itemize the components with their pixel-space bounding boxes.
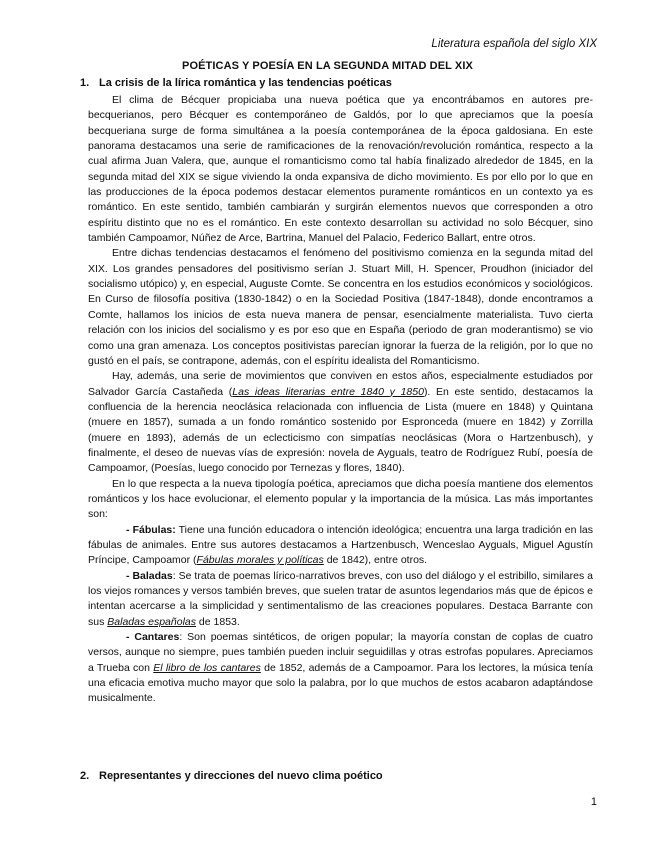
fabulas-text-a: Tiene una función educadora o intención ideológica; encuentra una larga tradición en las fábulas de animales. Entre sus autores destacamos a Hartzenbusch, Wenceslao Ayguals, Miguel Agustín Príncipe, Campoamor ( [88, 523, 593, 567]
book-title-ideas-literarias: Las ideas literarias entre 1840 y 1850 [232, 385, 424, 398]
section-1-heading [80, 77, 392, 89]
list-item-fabulas [88, 523, 593, 569]
book-title-cantares: El libro de los cantares [153, 661, 261, 674]
paragraph-positivismo: Entre dichas tendencias destacamos el fenómeno del positivismo comienza en la segunda mitad del XIX. Los grandes pensadores del positivismo serían J. Stuart Mill, H. Spencer, Proudhon (iniciador del socialismo utópico) y, en especial, Auguste Comte. Se concentra en los estudios económicos y sociológicos. En Curso de filosofía positiva (1830-1842) o en la Sociedad Positiva (1847-1848), donde encontramos a Comte, hallamos los inicios de esta nueva manera de pensar, esencialmente materialista. Tuvo cierta relación con los inicios del socialismo y es por eso que en España (periodo de gran moderantismo) se vio como una gran amenaza. Los conceptos positivistas parecían ignorar la fuerza de la religión, por lo que no gustó en el país, se contrapone, además, con el espíritu idealista del Romanticismo. [88, 247, 593, 367]
paragraph-movimientos-text-b: ). En este sentido, destacamos la confluencia de la herencia neoclásica relacionada con influencia de Lista (muere en 1848) y Quintana (muere en 1857), sumada a un fondo romántico sostenido por Espronceda (muere en 1842) y Zorrilla (muere en 1893), además de un eclecticismo con simpatías neoclásicas (Mora o Hartzenbusch), y finalmente, el deseo de nuevas vías de expresión: novela de Ayguals, teatro de Rodríguez Rubí, poesía de Campoamor, (Poesías, luego conocido por Ternezas y flores, 1840). [88, 385, 593, 475]
paragraph-tipologia: En lo que respecta a la nueva tipología poética, apreciamos que dicha poesía mantiene dos elementos románticos y los hace evolucionar, el elemento popular y la importancia de la música. Las más importantes son: [88, 477, 593, 521]
paragraph-movimientos [88, 369, 593, 476]
cantares-label: - Cantares [126, 631, 180, 644]
baladas-text-a: : Se trata de poemas lírico-narrativos breves, con uso del diálogo y el estribillo, similares a los viejos romances y versos también breves, que suelen tratar de asuntos legendarios más que de épicos e intentan acercarse a la simplicidad y sentimentalismo de las creaciones populares. Destaca Barrante con sus [88, 569, 593, 628]
cantares-text-b: de 1852, además de a Campoamor. Para los lectores, la música tenía una eficacia emotiva mucho mayor que solo la palabra, por lo que muchos de estos acabaron adaptándose musicalmente. [88, 661, 593, 705]
section-2-number: 2. [80, 770, 90, 782]
page-number: 1 [590, 796, 597, 808]
fabulas-text-b: de 1842), entre otros. [323, 554, 428, 567]
cantares-text-a: : Son poemas sintéticos, de origen popular; la mayoría constan de coplas de cuatro versos, aunque no siempre, pues también pueden incluir seguidillas y otras estrofas populares. Apreciamos a Trueba con [88, 631, 593, 674]
running-header: Literatura española del siglo XIX [431, 38, 597, 50]
document-title: POÉTICAS Y POESÍA EN LA SEGUNDA MITAD DEL XIX [182, 60, 473, 72]
section-1-title: La crisis de la lírica romántica y las tendencias poéticas [99, 77, 392, 89]
baladas-label: - Baladas [126, 569, 173, 582]
section-2-title: Representantes y direcciones del nuevo clima poético [99, 770, 383, 782]
section-2-heading [80, 770, 383, 782]
list-item-baladas [88, 569, 593, 630]
list-item-cantares [88, 630, 593, 707]
book-title-baladas: Baladas españolas [107, 615, 196, 628]
paragraph-movimientos-text-a: Hay, además, una serie de movimientos que conviven en estos años, especialmente estudiados por Salvador García Castañeda ( [88, 370, 593, 398]
book-title-fabulas: Fábulas morales y políticas [196, 554, 324, 567]
body-text [88, 93, 593, 707]
baladas-text-b: de 1853. [196, 615, 240, 628]
section-1-number: 1. [80, 77, 90, 89]
paragraph-becquer: El clima de Bécquer propiciaba una nueva poética que ya encontrábamos en autores pre-becquerianos, pero Bécquer es contemporáneo de Galdós, por lo que apreciamos que la poesía becqueriana surge de forma simultánea a la poesía contemporánea de la época galdosiana. En este panorama destacamos una serie de ramificaciones de la renovación/revolución romántica, respecto a la cual afirma Juan Valera, que, aunque el romanticismo como tal había finalizado alrededor de 1845, en la segunda mitad del XIX se sigue viviendo la onda expansiva de dicho movimiento. Es por ello por lo que en las producciones de la época podemos destacar elementos puramente románticos en un contexto ya es romántico. En este sentido, también cambiarán y surgirán elementos nuevos que corresponden a otro espíritu distinto que no es el romántico. En este contexto desarrollan su actividad no solo Bécquer, sino también Campoamor, Núñez de Arce, Bartrina, Manuel del Palacio, Federico Ballart, entre otros. [88, 94, 593, 245]
fabulas-label: - Fábulas: [126, 523, 176, 536]
